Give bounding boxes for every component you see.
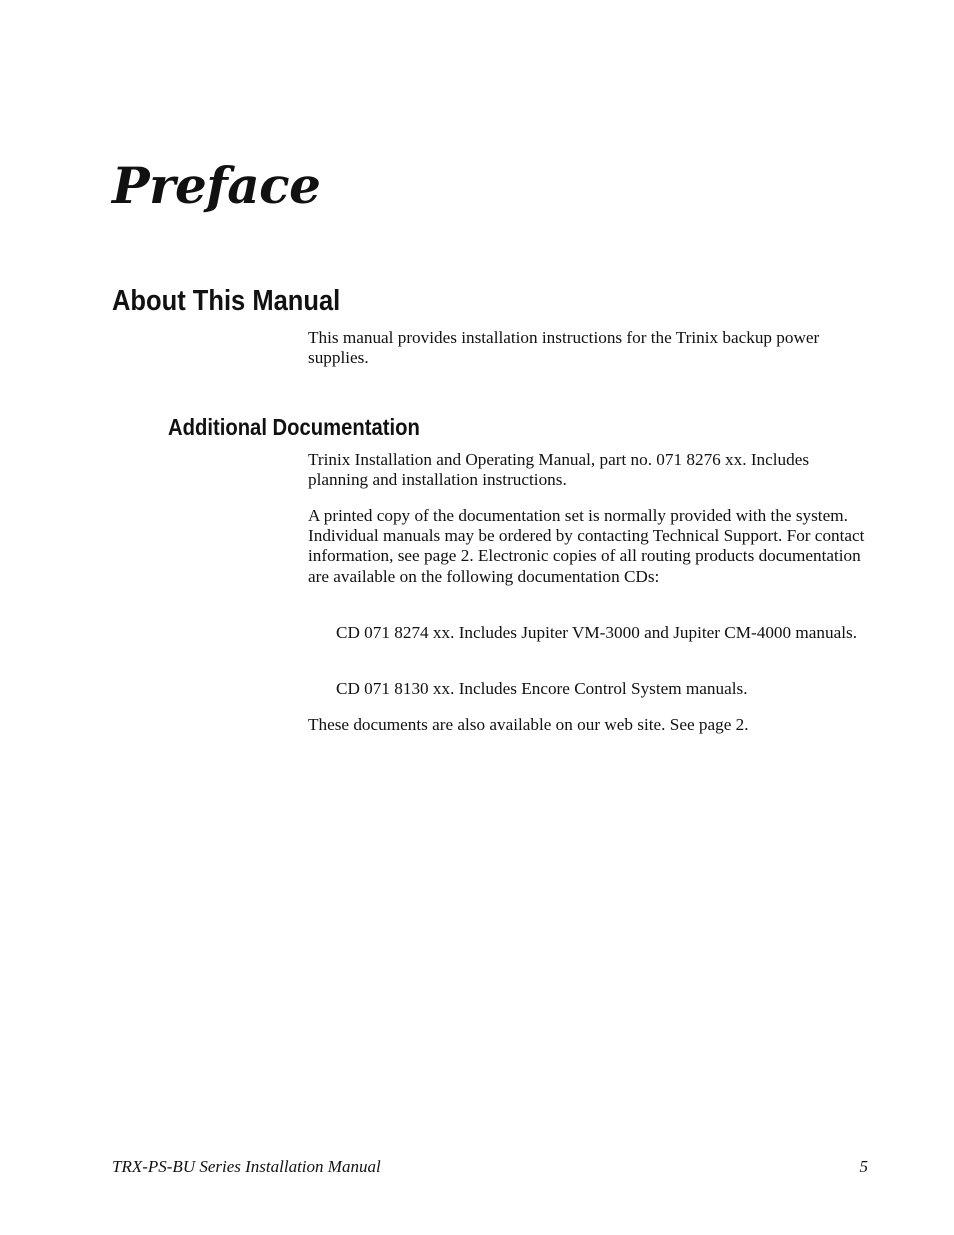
about-paragraph: This manual provides installation instructions for the Trinix backup power supplies. <box>308 328 820 368</box>
cd-vm3000-item: CD 071 8274 xx. Includes Jupiter VM-3000 and Jupiter CM-4000 manuals. <box>336 623 857 642</box>
about-this-manual-heading: About This Manual <box>112 285 341 317</box>
footer-manual-title: TRX-PS-BU Series Installation Manual <box>112 1157 381 1176</box>
chapter-title: Preface <box>112 156 321 215</box>
additional-documentation-heading: Additional Documentation <box>168 414 420 440</box>
web-site-text-start: These documents are also available on our web site. See <box>308 715 699 734</box>
documentation-set-paragraph <box>308 506 870 587</box>
documentation-set-text-end: . Electronic copies of all routing products documentation are available on the following documentation CDs: <box>308 546 861 586</box>
documentation-set-text-start: A printed copy of the documentation set is normally provided with the system. Individual manuals may be ordered by contacting Technical Support. For contact information, see <box>308 506 865 566</box>
page-2-link-web[interactable]: page 2 <box>698 715 745 734</box>
page-2-link[interactable]: page 2 <box>423 546 470 566</box>
cd-encore-item: CD 071 8130 xx. Includes Encore Control System manuals. <box>336 679 748 698</box>
web-site-paragraph <box>308 715 870 735</box>
trinix-manual-paragraph: Trinix Installation and Operating Manual, part no. 071 8276 xx. Includes planning and installation instructions. <box>308 450 810 490</box>
web-site-text-end: . <box>744 715 749 734</box>
footer-page-number: 5 <box>859 1157 868 1176</box>
